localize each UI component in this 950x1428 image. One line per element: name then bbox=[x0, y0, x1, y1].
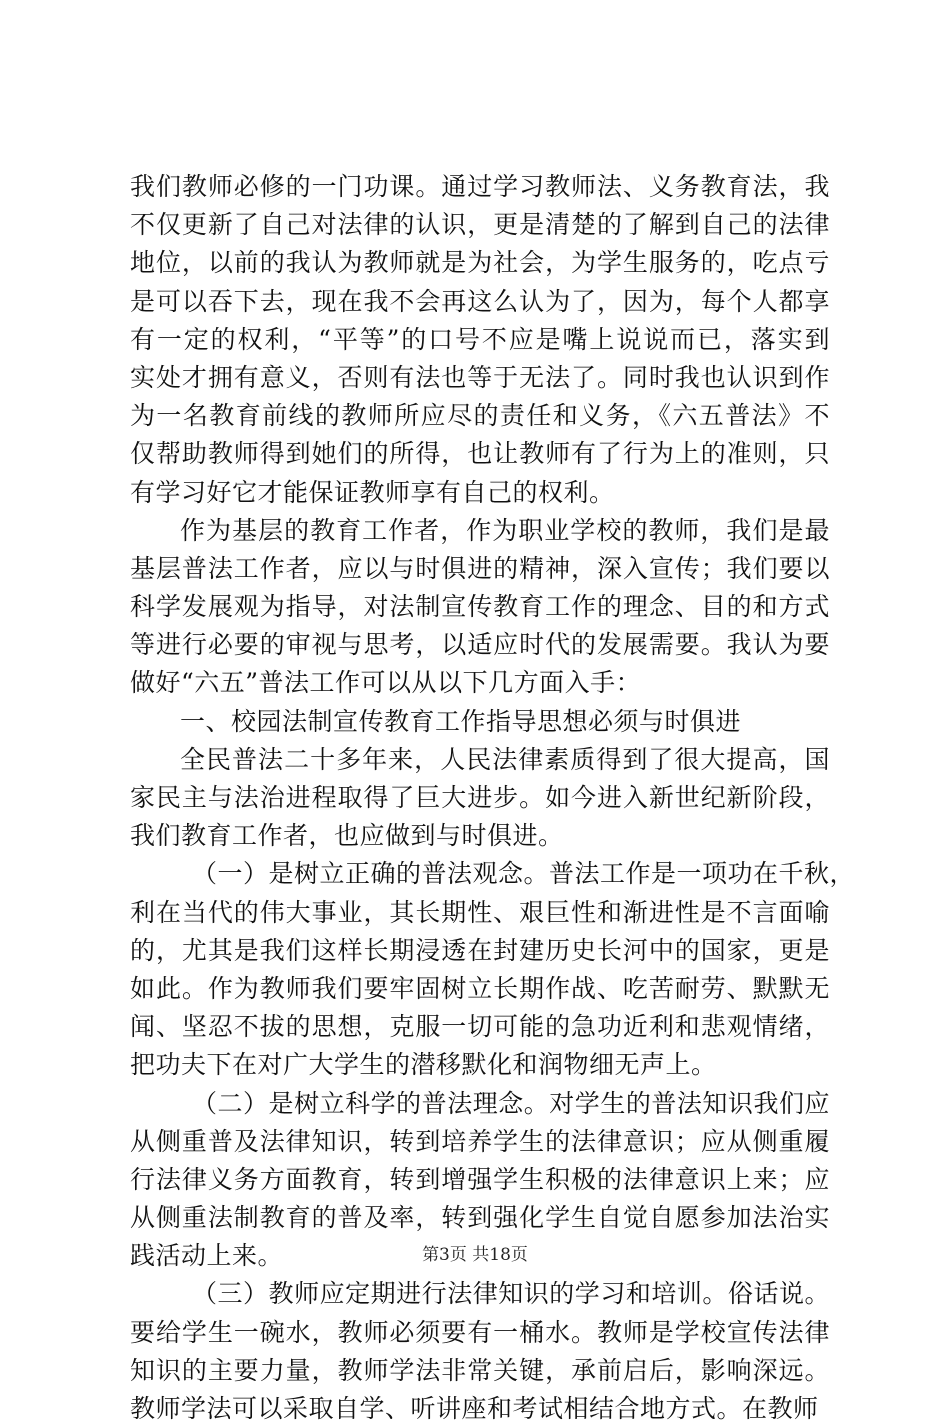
document-body bbox=[130, 168, 856, 1428]
text-line: 实处才拥有意义，否则有法也等于无法了。同时我也认识到作 bbox=[130, 362, 830, 392]
text-line: 不仅更新了自己对法律的认识，更是清楚的了解到自己的法律 bbox=[130, 210, 830, 240]
text-line: 作为基层的教育工作者，作为职业学校的教师，我们是最 bbox=[180, 515, 830, 545]
paragraph bbox=[130, 855, 856, 1084]
text-line: 把功夫下在对广大学生的潜移默化和润物细无声上。 bbox=[130, 1050, 717, 1080]
text-line: （二）是树立科学的普法理念。对学生的普法知识我们应 bbox=[192, 1088, 830, 1118]
text-line: 践活动上来。 bbox=[130, 1241, 284, 1271]
text-line: 知识的主要力量，教师学法非常关键，承前启后，影响深远。 bbox=[130, 1355, 830, 1385]
text-line: 地位，以前的我认为教师就是为社会，为学生服务的，吃点亏 bbox=[130, 248, 830, 278]
text-line: 如此。作为教师我们要牢固树立长期作战、吃苦耐劳、默默无 bbox=[130, 973, 830, 1003]
text-line: 行法律义务方面教育，转到增强学生积极的法律意识上来；应 bbox=[130, 1164, 830, 1194]
text-line: 为一名教育前线的教师所应尽的责任和义务，《六五普法》不 bbox=[130, 401, 830, 431]
text-line: 我们教师必修的一门功课。通过学习教师法、义务教育法，我 bbox=[130, 172, 830, 201]
text-line: （三）教师应定期进行法律知识的学习和培训。俗话说。 bbox=[192, 1279, 830, 1309]
paragraph bbox=[130, 168, 830, 512]
text-line: 科学发展观为指导，对法制宣传教育工作的理念、目的和方式 bbox=[130, 592, 830, 622]
text-line: 全民普法二十多年来，人民法律素质得到了很大提高，国 bbox=[180, 744, 830, 774]
text-line: 基层普法工作者，应以与时俱进的精神，深入宣传；我们要以 bbox=[130, 553, 830, 583]
paragraph bbox=[130, 1275, 830, 1428]
text-line: （一）是树立正确的普法观念。普法工作是一项功在千秋， bbox=[192, 859, 856, 889]
text-line: 的，尤其是我们这样长期浸透在封建历史长河中的国家，更是 bbox=[130, 935, 830, 965]
text-line: 教师学法可以采取自学、听讲座和考试相结合地方式。在教师 bbox=[130, 1394, 819, 1423]
text-line: 从侧重普及法律知识，转到培养学生的法律意识；应从侧重履 bbox=[130, 1126, 830, 1156]
text-line: 利在当代的伟大事业，其长期性、艰巨性和渐进性是不言面喻 bbox=[130, 897, 830, 927]
text-line: 仅帮助教师得到她们的所得，也让教师有了行为上的准则，只 bbox=[130, 439, 830, 469]
text-line: 闻、坚忍不拔的思想，克服一切可能的急功近利和悲观情绪， bbox=[130, 1012, 830, 1042]
paragraph bbox=[130, 741, 830, 856]
text-line: 等进行必要的审视与思考，以适应时代的发展需要。我认为要 bbox=[130, 630, 830, 660]
text-line: 一、校园法制宣传教育工作指导思想必须与时俱进 bbox=[180, 706, 742, 736]
text-line: 我们教育工作者，也应做到与时俱进。 bbox=[130, 821, 564, 851]
text-line: 从侧重法制教育的普及率，转到强化学生自觉自愿参加法治实 bbox=[130, 1203, 830, 1233]
text-line: 是可以吞下去，现在我不会再这么认为了，因为，每个人都享 bbox=[130, 286, 830, 316]
page-footer: 第3页 共18页 bbox=[422, 1245, 528, 1265]
text-line: 有学习好它才能保证教师享有自己的权利。 bbox=[130, 477, 615, 507]
text-line: 有一定的权利，“平等”的口号不应是嘴上说说而已，落实到 bbox=[130, 324, 830, 354]
text-line: 做好“六五”普法工作可以从以下几方面入手： bbox=[130, 668, 642, 698]
text-line: 家民主与法治进程取得了巨大进步。如今进入新世纪新阶段， bbox=[130, 783, 830, 812]
paragraph bbox=[130, 512, 830, 703]
text-line: 要给学生一碗水，教师必须要有一桶水。教师是学校宣传法律 bbox=[130, 1317, 830, 1347]
paragraph bbox=[130, 703, 830, 741]
